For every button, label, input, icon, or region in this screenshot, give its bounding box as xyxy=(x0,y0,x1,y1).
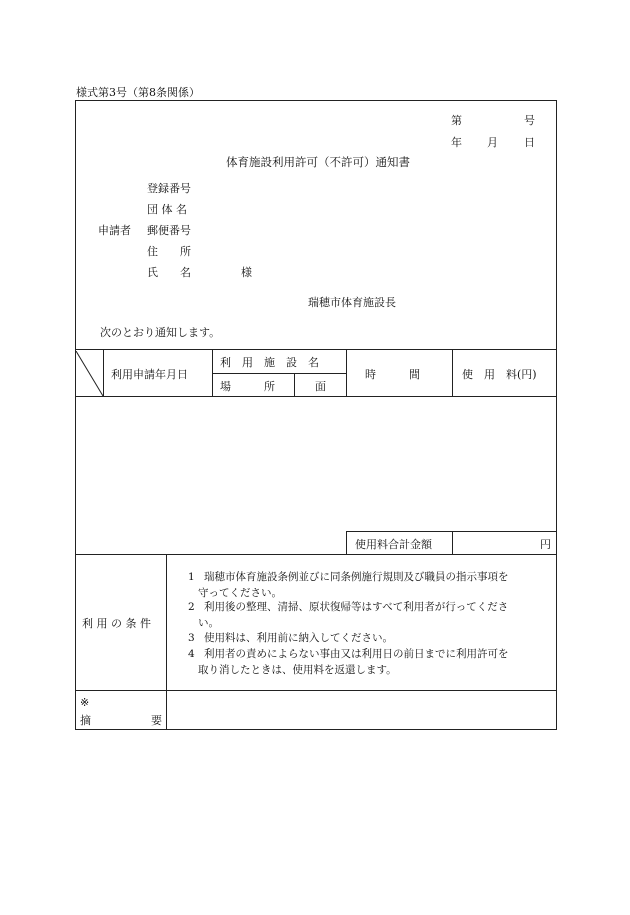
table-header-bottom xyxy=(76,396,556,397)
remarks-label-right: 要 xyxy=(151,714,162,727)
col-fee: 使 用 料(円) xyxy=(462,368,537,381)
table-divider xyxy=(212,349,213,396)
condition-text-cont: い。 xyxy=(198,616,219,629)
condition-text-cont: 守ってください。 xyxy=(198,586,282,599)
condition-item xyxy=(188,647,509,678)
table-top-border xyxy=(76,349,556,350)
condition-item xyxy=(188,570,509,601)
condition-item xyxy=(188,600,508,631)
condition-text-cont: 取り消したときは、使用料を返還します。 xyxy=(198,663,397,676)
diagonal-slash xyxy=(76,351,104,397)
table-divider xyxy=(294,373,295,396)
field-address: 住 所 xyxy=(147,245,191,258)
col-surface: 面 xyxy=(315,380,326,393)
condition-number: 3 xyxy=(188,632,195,644)
field-name: 氏 名 xyxy=(147,266,191,279)
table-divider xyxy=(346,531,347,554)
total-bottom-border xyxy=(76,554,556,555)
remarks-label-left: 摘 xyxy=(80,714,91,727)
conditions-label: 利 用 の 条 件 xyxy=(82,617,151,630)
number-prefix: 第 xyxy=(451,114,462,127)
document-title: 体育施設利用許可（不許可）通知書 xyxy=(226,155,410,169)
table-divider xyxy=(452,531,453,554)
field-postal-code: 郵便番号 xyxy=(147,224,191,237)
date-month: 月 xyxy=(487,136,498,149)
total-fee-unit: 円 xyxy=(540,538,551,551)
honorific: 様 xyxy=(241,266,252,279)
number-suffix: 号 xyxy=(524,114,535,127)
field-group-name: 団 体 名 xyxy=(147,203,187,216)
table-divider xyxy=(166,554,167,729)
conditions-bottom-border xyxy=(76,690,556,691)
date-day: 日 xyxy=(524,136,535,149)
date-year: 年 xyxy=(451,136,462,149)
form-number: 様式第3号（第8条関係） xyxy=(76,86,200,99)
condition-text: 瑞穂市体育施設条例並びに同条例施行規則及び職員の指示事項を xyxy=(204,571,509,583)
table-divider xyxy=(346,349,347,396)
col-time: 時 間 xyxy=(365,368,420,381)
condition-text: 利用者の責めによらない事由又は利用日の前日までに利用許可を xyxy=(204,648,509,660)
col-place: 場 所 xyxy=(220,380,275,393)
col-facility-name: 利 用 施 設 名 xyxy=(220,356,319,369)
table-mid-border xyxy=(212,373,346,374)
total-fee-label: 使用料合計金額 xyxy=(355,538,432,551)
notice-text: 次のとおり通知します。 xyxy=(100,326,221,339)
col-application-date: 利用申請年月日 xyxy=(111,368,188,381)
issuer: 瑞穂市体育施設長 xyxy=(308,296,396,309)
condition-text: 利用後の整理、清掃、原状復帰等はすべて利用者が行ってくださ xyxy=(204,601,509,613)
condition-number: 2 xyxy=(188,601,195,613)
condition-text: 使用料は、利用前に納入してください。 xyxy=(204,632,393,644)
total-top-border xyxy=(346,531,556,532)
condition-item xyxy=(188,631,393,647)
table-divider xyxy=(452,349,453,396)
condition-number: 4 xyxy=(188,648,195,660)
condition-number: 1 xyxy=(188,571,195,583)
field-registration-number: 登録番号 xyxy=(147,182,191,195)
remarks-mark: ※ xyxy=(80,696,90,709)
applicant-group-label: 申請者 xyxy=(98,224,131,237)
